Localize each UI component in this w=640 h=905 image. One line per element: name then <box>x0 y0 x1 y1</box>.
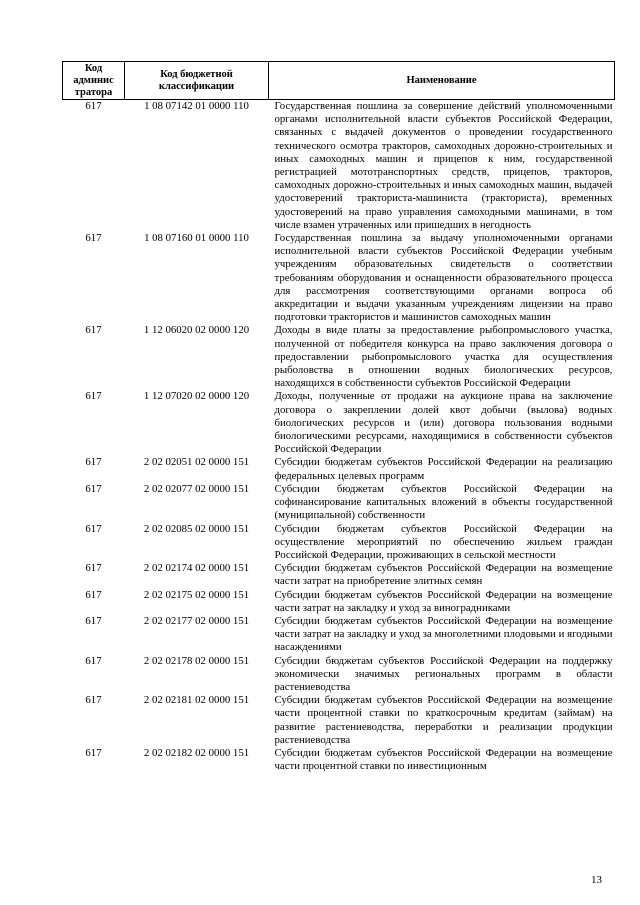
table-row <box>63 456 615 482</box>
budget-code-cell: 2 02 02051 02 0000 151 <box>143 456 250 469</box>
name-cell: Доходы в виде платы за предоставление рыбопромыслового участка, полученной от победителя конкурса на право заключения договора о предоставлении рыбопромыслового участка для осуществления рыболовства в отношении водных биологических ресурсов, находящихся в собственности субъектов Российской Федерации <box>274 324 613 390</box>
budget-code-cell: 2 02 02175 02 0000 151 <box>143 588 250 601</box>
name-cell: Государственная пошлина за совершение действий уполномоченными органами исполнительной власти субъектов Российской Федерации, связанных с выдачей документов о проведении государственного технического осмотра тракторов, самоходных дорожно-строительных и иных самоходных машин и прицепов к ним, государственной регистрацией мототранспортных средств, прицепов, тракторов, самоходных дорожно-строительных и иных самоходных машин, выдачей удостоверений тракториста-машиниста (тракториста), временных удостоверений на право управления самоходными машинами, в том числе взамен утраченных или пришедших в негодность <box>274 100 613 231</box>
budget-code-cell: 2 02 02174 02 0000 151 <box>143 562 250 575</box>
budget-code-cell: 2 02 02178 02 0000 151 <box>143 654 250 667</box>
budget-code-cell: 1 12 06020 02 0000 120 <box>143 324 250 337</box>
admin-code-cell: 617 <box>85 232 102 245</box>
budget-code-cell: 2 02 02181 02 0000 151 <box>143 694 250 707</box>
budget-codes-table <box>62 61 615 773</box>
table-row <box>63 589 615 615</box>
table-body <box>63 100 615 774</box>
document-page <box>62 61 614 773</box>
header-admin-code: Код админис тратора <box>63 62 125 100</box>
name-cell: Доходы, полученные от продажи на аукционе права на заключение договора о закреплении долей квот добычи (вылова) водных биологических ресурсов и (или) договора пользования водными биологическими ресурсами, находящимися в собственности субъектов Российской Федерации <box>274 390 613 456</box>
table-row <box>63 324 615 390</box>
name-cell: Субсидии бюджетам субъектов Российской Федерации на возмещение части затрат на закладку и уход за виноградниками <box>274 588 613 614</box>
name-cell: Субсидии бюджетам субъектов Российской Федерации на возмещение части процентной ставки по инвестиционным <box>274 746 613 773</box>
name-cell: Субсидии бюджетам субъектов Российской Федерации на осуществление мероприятий по обеспечению жильем граждан Российской Федерации, проживающих в сельской местности <box>274 522 613 561</box>
budget-code-cell: 1 08 07142 01 0000 110 <box>144 100 249 112</box>
admin-code-cell: 617 <box>85 324 102 337</box>
budget-code-cell: 1 12 07020 02 0000 120 <box>143 390 250 403</box>
budget-code-cell: 2 02 02077 02 0000 151 <box>143 482 250 495</box>
admin-code-cell: 617 <box>85 588 102 601</box>
name-cell: Субсидии бюджетам субъектов Российской Федерации на поддержку экономически значимых региональных программ в области растениеводства <box>274 654 613 693</box>
table-row <box>63 483 615 523</box>
table-header <box>63 62 615 100</box>
name-cell: Субсидии бюджетам субъектов Российской Федерации на возмещение части затрат на закладку и уход за многолетними плодовыми и ягодными насаждениями <box>274 614 613 654</box>
name-cell: Государственная пошлина за выдачу уполномоченными органами исполнительной власти субъектов Российской Федерации учебным учреждениям образовательных свидетельств о соответствии требованиям оборудования и оснащенности образовательного процесса для рассмотрения соответствующими органами вопроса об аккредитации и выдачи указанным учреждениям лицензии на право подготовки трактористов и машинистов самоходных машин <box>274 232 613 324</box>
header-budget-code: Код бюджетной классификации <box>125 62 269 100</box>
table-row <box>63 694 615 747</box>
admin-code-cell: 617 <box>85 482 102 495</box>
table-row <box>63 655 615 695</box>
table-row <box>63 562 615 588</box>
budget-code-cell: 2 02 02182 02 0000 151 <box>143 746 250 759</box>
table-row <box>63 232 615 324</box>
admin-code-cell: 617 <box>85 694 102 707</box>
admin-code-cell: 617 <box>85 522 102 535</box>
table-row <box>63 100 615 233</box>
table-row <box>63 390 615 456</box>
budget-code-cell: 2 02 02085 02 0000 151 <box>143 522 250 535</box>
header-name: Наименование <box>269 62 615 100</box>
budget-code-cell: 1 08 07160 01 0000 110 <box>144 232 249 245</box>
table-row <box>63 523 615 563</box>
name-cell: Субсидии бюджетам субъектов Российской Федерации на софинансирование капитальных вложений в объекты государственной (муниципальной) собственности <box>274 482 613 522</box>
admin-code-cell: 617 <box>85 746 102 759</box>
admin-code-cell: 617 <box>85 456 102 469</box>
page-number: 13 <box>591 874 602 886</box>
admin-code-cell: 617 <box>85 390 102 403</box>
table-row <box>63 615 615 655</box>
name-cell: Субсидии бюджетам субъектов Российской Федерации на возмещение части процентной ставки по краткосрочным кредитам (займам) на развитие растениеводства, переработки и реализации продукции растениеводства <box>274 694 613 746</box>
name-cell: Субсидии бюджетам субъектов Российской Федерации на возмещение части затрат на приобретение элитных семян <box>274 562 613 588</box>
admin-code-cell: 617 <box>85 614 102 627</box>
admin-code-cell: 617 <box>85 654 102 667</box>
admin-code-cell: 617 <box>85 100 102 112</box>
budget-code-cell: 2 02 02177 02 0000 151 <box>143 614 250 627</box>
admin-code-cell: 617 <box>85 562 102 575</box>
table-row <box>63 747 615 773</box>
name-cell: Субсидии бюджетам субъектов Российской Федерации на реализацию федеральных целевых программ <box>274 456 613 482</box>
